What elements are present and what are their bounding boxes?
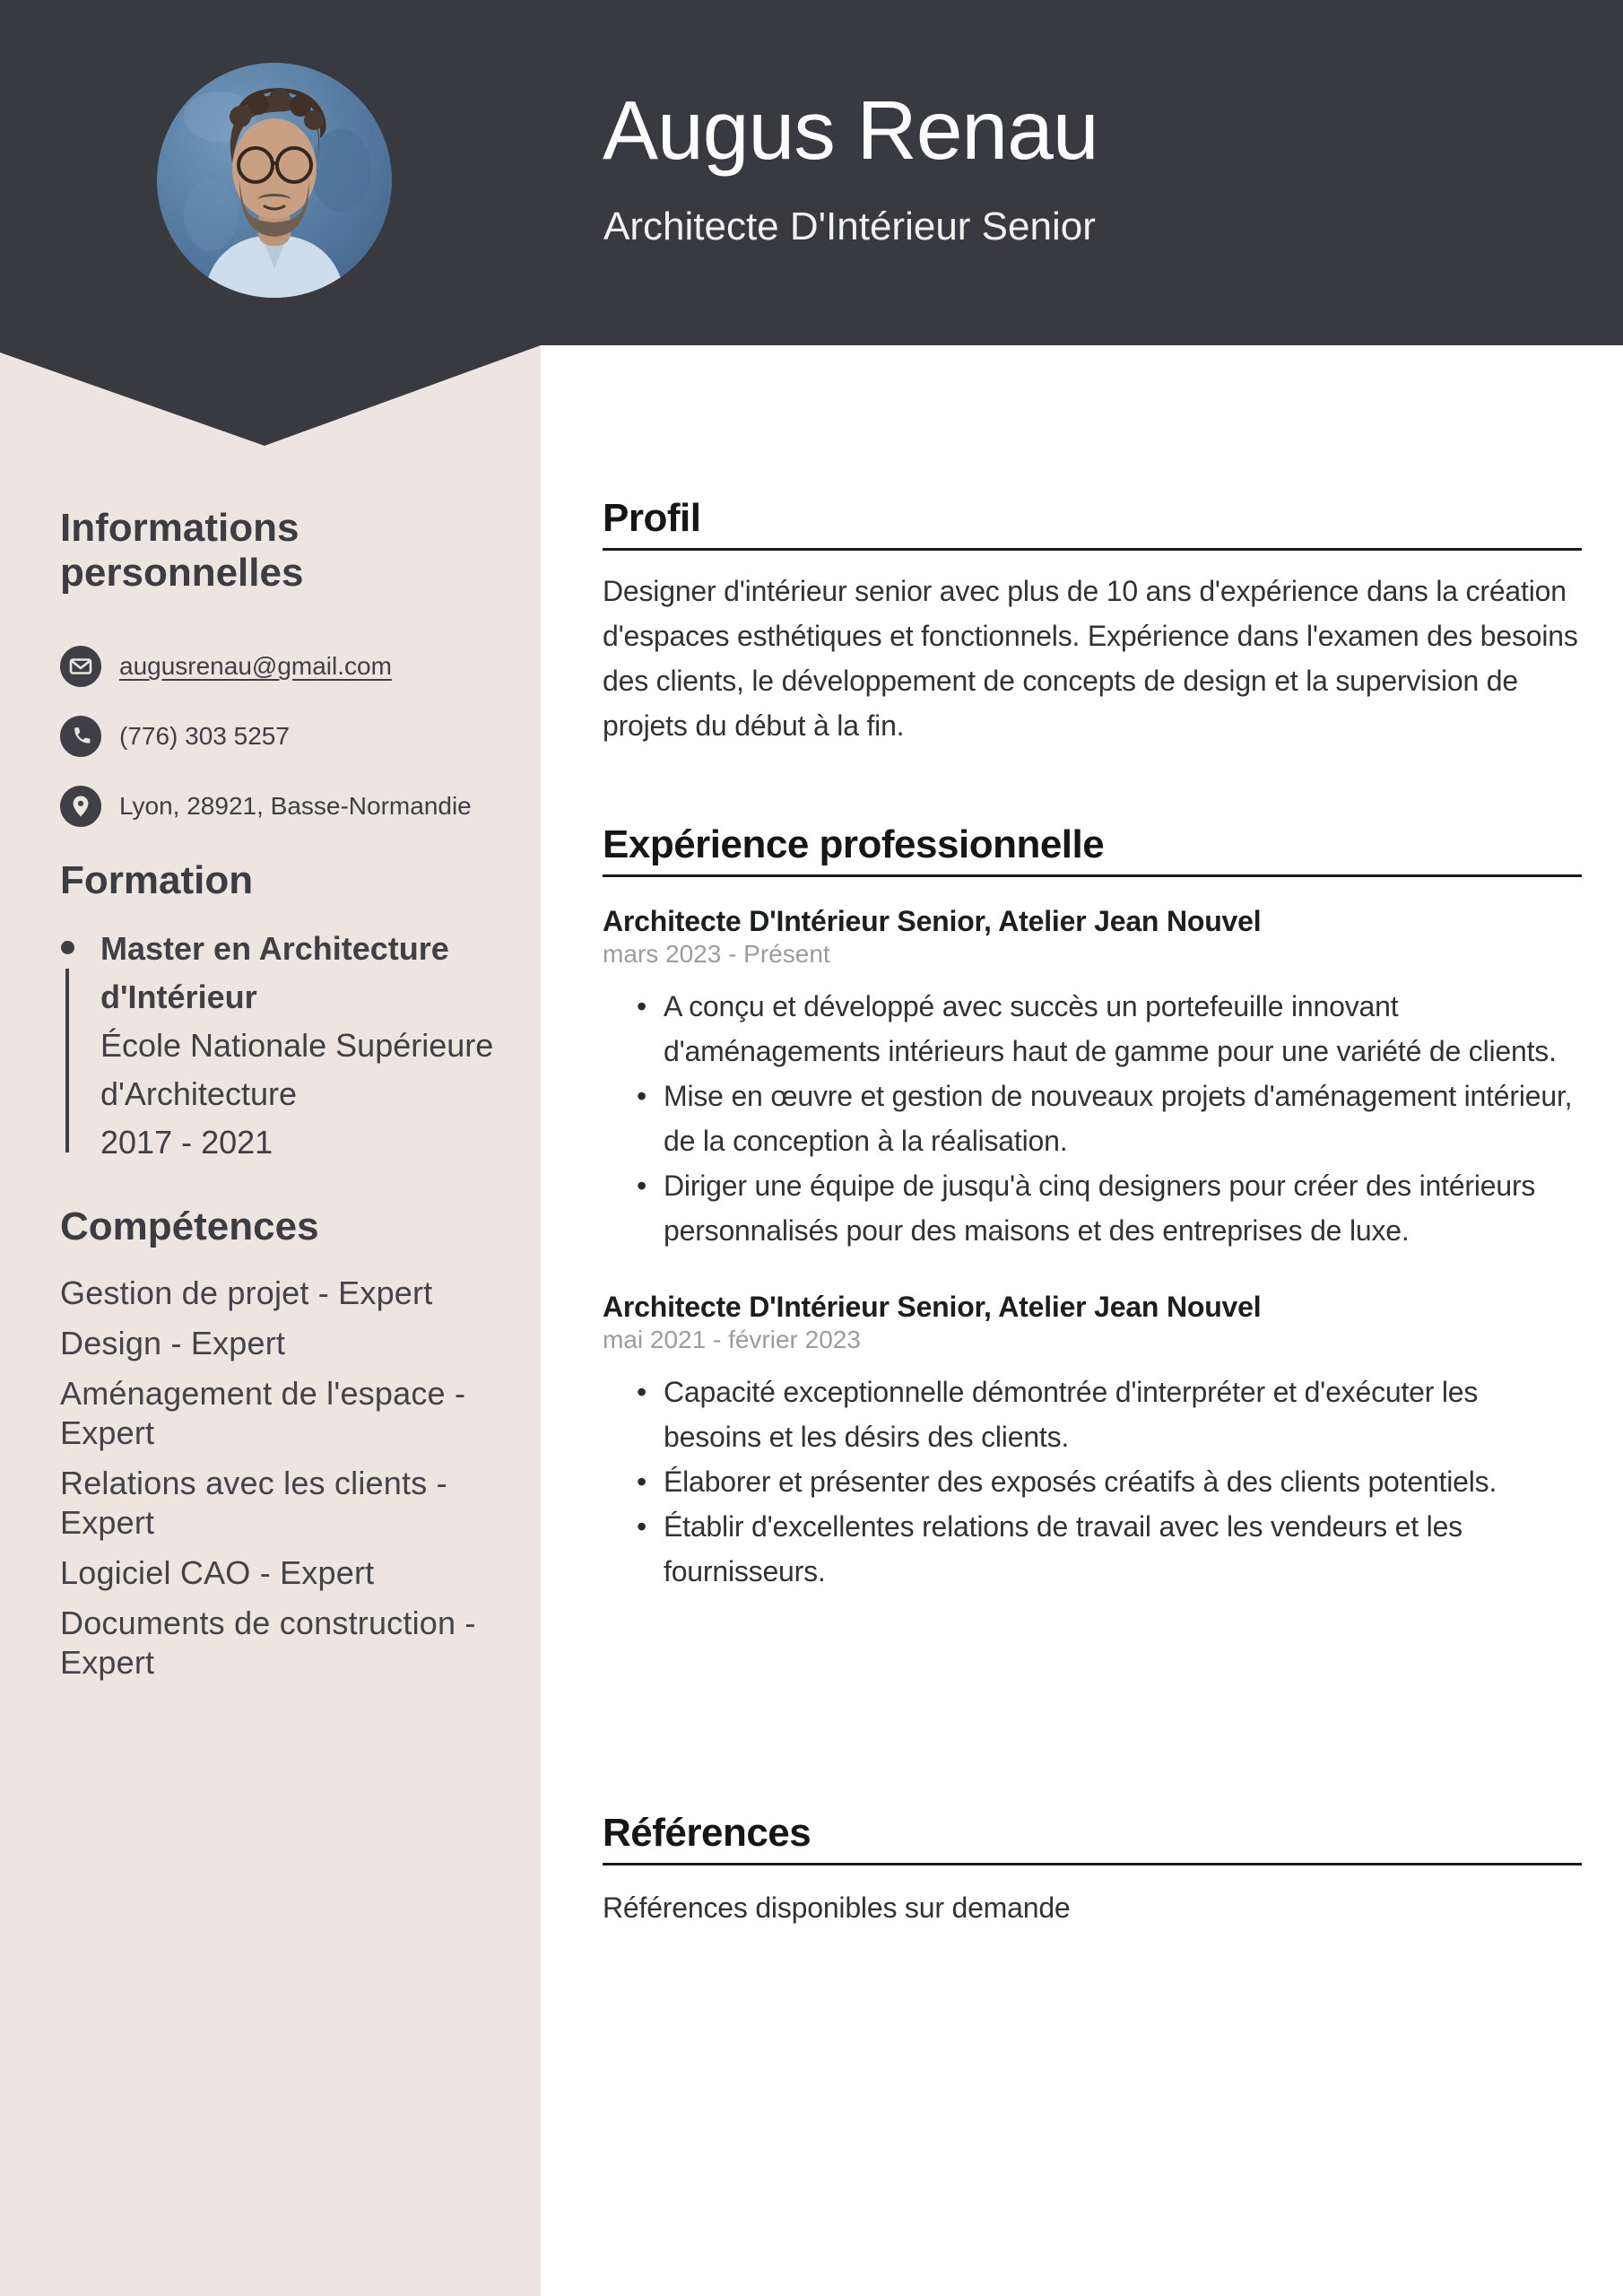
job-bullet-list [603,984,1582,1253]
timeline-line [65,969,69,1152]
phone-icon [60,716,101,757]
section-heading-profil: Profil [603,496,701,540]
job-bullet: • Établir d'excellentes relations de travail avec les vendeurs et les fournisseurs. [603,1504,1582,1594]
skill-item: Design - Expert [60,1325,286,1361]
job-title: Architecte D'Intérieur Senior, Atelier Jean Nouvel [603,905,1262,937]
section-heading-experience: Expérience professionnelle [603,822,1105,866]
skill-item: Logiciel CAO - Expert [60,1554,375,1591]
education-school: École Nationale Supérieure d'Architecture [100,1027,494,1112]
job-bullet: • Capacité exceptionnelle démontrée d'interpréter et d'exécuter les besoins et les désirs des clients. [603,1370,1582,1459]
sidebar-heading-competences: Compétences [60,1205,319,1248]
section-rule [603,1863,1582,1866]
education-years: 2017 - 2021 [100,1124,273,1161]
skill-item: Documents de construction - Expert [60,1605,476,1681]
location-icon [60,786,101,827]
timeline-rail [60,925,100,1167]
section-rule [603,548,1582,551]
profil-paragraph: Designer d'intérieur senior avec plus de 10 ans d'expérience dans la création d'espaces esthétiques et fonctionnels. Expérience dans l'examen des besoins des clients, le développement de concepts de design et la supervision de projets du début à la fin. [603,575,1578,742]
email-icon [60,646,101,687]
person-job-title: Architecte D'Intérieur Senior [603,204,1096,248]
contact-row [60,716,502,757]
header-chevron-notch [0,345,541,447]
education-degree: Master en Architecture d'Intérieur [100,930,449,1015]
skill-item: Relations avec les clients - Expert [60,1465,447,1541]
email-link[interactable]: augusrenau@gmail.com [119,652,392,680]
person-name: Augus Renau [603,83,1098,177]
contact-value: Lyon, 28921, Basse-Normandie [119,792,472,820]
job-entry [603,903,1582,1253]
timeline-dot-icon [61,941,74,954]
job-dates: mars 2023 - Présent [603,940,830,968]
job-bullet: • A conçu et développé avec succès un portefeuille innovant d'aménagements intérieurs haut de gamme pour une variété de clients. [603,984,1582,1074]
sidebar-heading-formation: Formation [60,858,254,902]
job-dates: mai 2021 - février 2023 [603,1326,861,1353]
job-entry [603,1289,1582,1594]
section-rule [603,874,1582,877]
experience-list [603,903,1582,1630]
job-bullet: • Élaborer et présenter des exposés créatifs à des clients potentiels. [603,1459,1582,1504]
skill-item: Aménagement de l'espace - Expert [60,1375,466,1451]
sidebar-heading-personal-info: Informations personnelles [60,506,304,595]
skill-item: Gestion de projet - Expert [60,1274,433,1311]
skills-list [60,1274,502,1693]
contact-value: (776) 303 5257 [119,722,290,750]
job-bullet: • Diriger une équipe de jusqu'à cinq designers pour créer des intérieurs personnalisés pour des maisons et des entreprises de luxe. [603,1163,1582,1253]
contact-list [60,646,502,856]
profile-photo [157,63,392,298]
section-heading-references: Références [603,1811,812,1855]
education-entry [60,925,502,1167]
references-paragraph: Références disponibles sur demande [603,1892,1071,1924]
job-title: Architecte D'Intérieur Senior, Atelier Jean Nouvel [603,1291,1262,1323]
contact-row [60,646,502,687]
job-bullet: • Mise en œuvre et gestion de nouveaux projets d'aménagement intérieur, de la conception à la réalisation. [603,1074,1582,1163]
job-bullet-list [603,1370,1582,1594]
contact-row [60,786,502,827]
